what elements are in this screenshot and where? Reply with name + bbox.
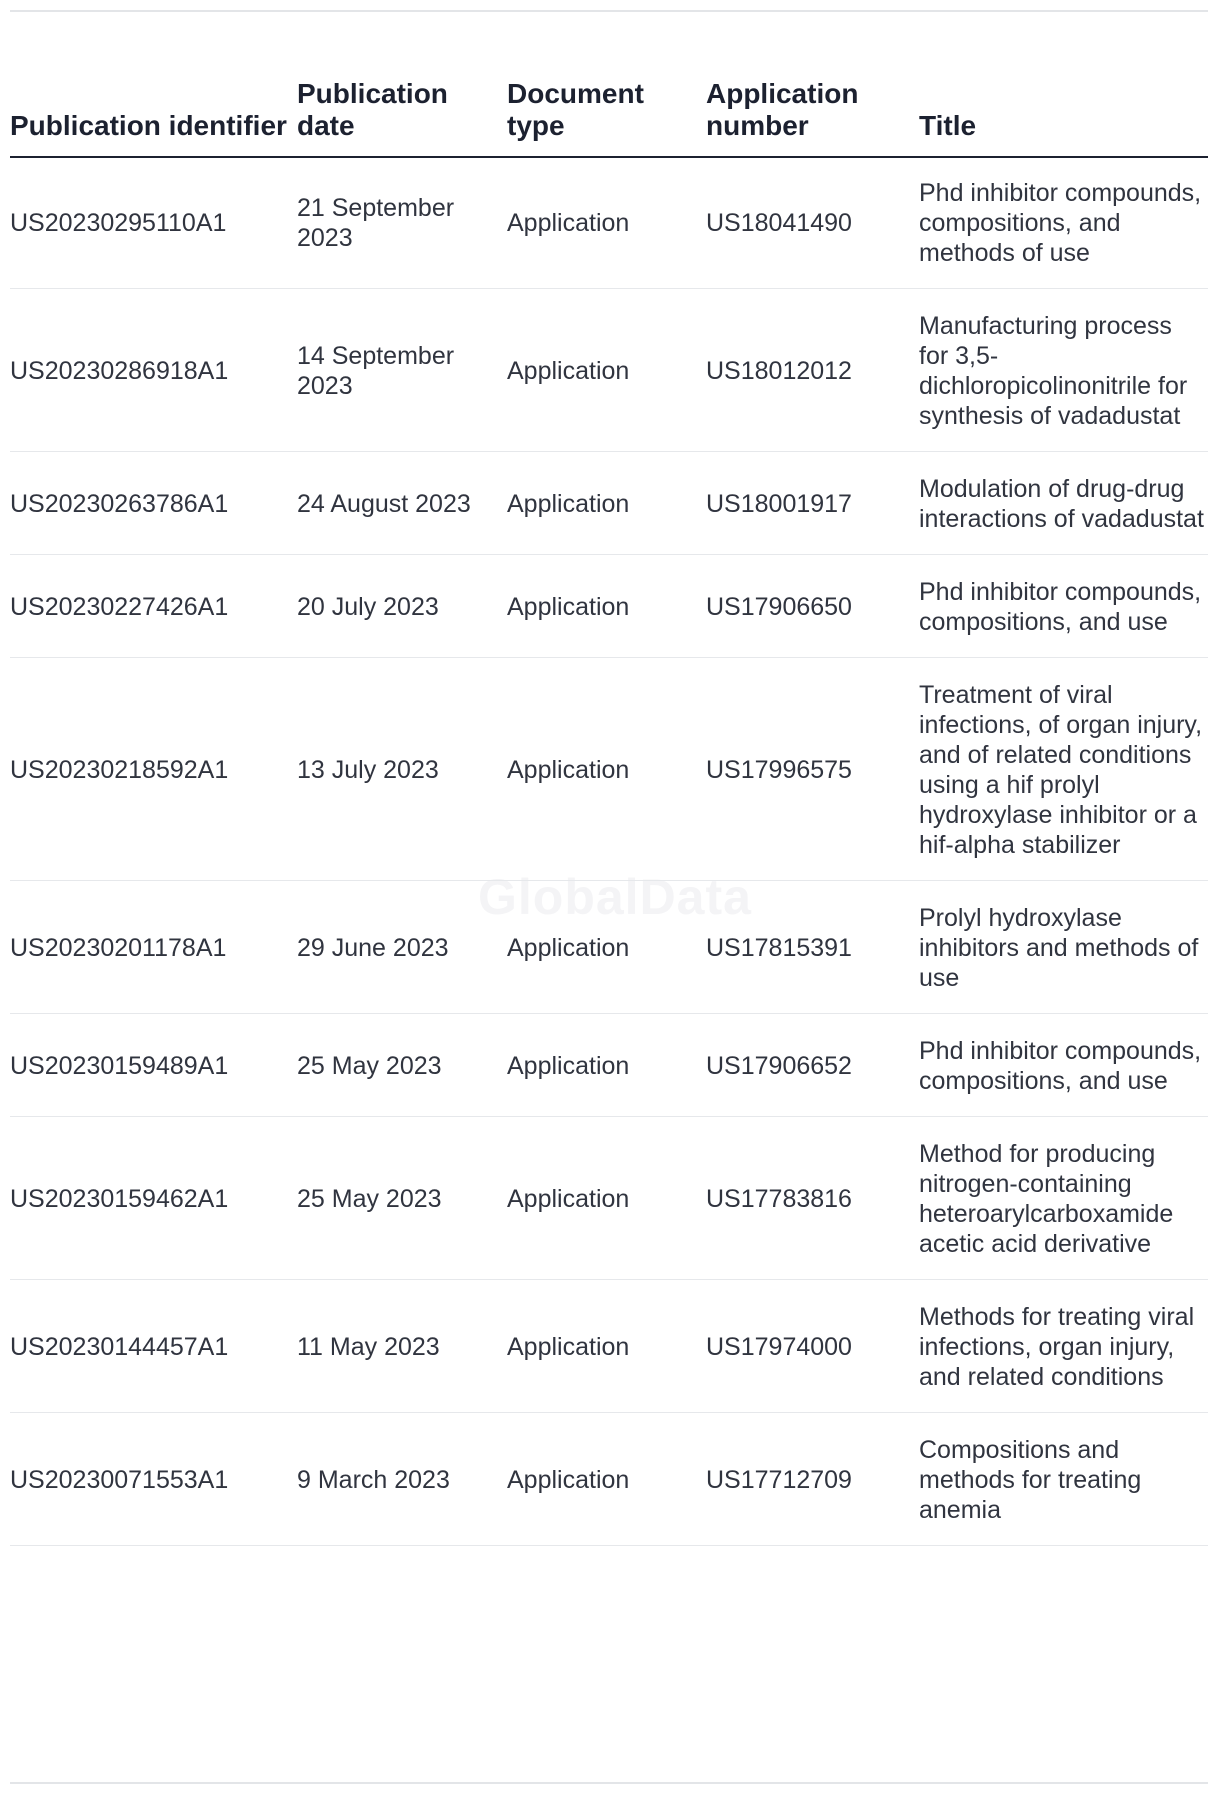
cell-publication-identifier: US20230201178A1	[10, 881, 297, 1014]
watermark-logo: GlobalData	[478, 869, 752, 925]
cell-application-number: US17712709	[706, 1413, 919, 1546]
cell-publication-date: 29 June 2023	[297, 881, 507, 1014]
cell-title: Prolyl hydroxylase inhibitors and methods of use	[919, 881, 1208, 1014]
cell-application-number: US17906650	[706, 555, 919, 658]
cell-document-type: Application	[507, 1413, 706, 1546]
cell-document-type: Application	[507, 289, 706, 452]
cell-application-number: US17783816	[706, 1117, 919, 1280]
table-row	[10, 658, 1208, 881]
cell-title: Methods for treating viral infections, organ injury, and related conditions	[919, 1280, 1208, 1413]
cell-title: Compositions and methods for treating anemia	[919, 1413, 1208, 1546]
table-body	[10, 157, 1208, 1546]
cell-document-type: Application	[507, 157, 706, 289]
bottom-divider	[10, 1782, 1208, 1784]
patent-publications-table	[10, 78, 1208, 1546]
header-publication-date: Publication date	[297, 78, 507, 157]
cell-application-number: US17996575	[706, 658, 919, 881]
table-header	[10, 78, 1208, 157]
cell-publication-date: 25 May 2023	[297, 1117, 507, 1280]
table-row	[10, 555, 1208, 658]
cell-publication-identifier: US20230295110A1	[10, 157, 297, 289]
cell-publication-date: 21 September 2023	[297, 157, 507, 289]
header-publication-identifier: Publication identifier	[10, 78, 297, 157]
header-row	[10, 78, 1208, 157]
cell-document-type: Application	[507, 881, 706, 1014]
cell-publication-date: 14 September 2023	[297, 289, 507, 452]
cell-application-number: US18041490	[706, 157, 919, 289]
table-row	[10, 1014, 1208, 1117]
cell-publication-identifier: US20230227426A1	[10, 555, 297, 658]
cell-application-number: US18001917	[706, 452, 919, 555]
cell-document-type: Application	[507, 658, 706, 881]
cell-publication-identifier: US20230144457A1	[10, 1280, 297, 1413]
cell-document-type: Application	[507, 555, 706, 658]
cell-application-number: US17974000	[706, 1280, 919, 1413]
cell-title: Phd inhibitor compounds, compositions, and methods of use	[919, 157, 1208, 289]
cell-application-number: US17815391	[706, 881, 919, 1014]
cell-publication-date: 9 March 2023	[297, 1413, 507, 1546]
table-row	[10, 1413, 1208, 1546]
header-application-number: Application number	[706, 78, 919, 157]
table-row	[10, 157, 1208, 289]
cell-publication-date: 25 May 2023	[297, 1014, 507, 1117]
cell-application-number: US17906652	[706, 1014, 919, 1117]
cell-publication-date: 24 August 2023	[297, 452, 507, 555]
table-row	[10, 1280, 1208, 1413]
cell-publication-identifier: US20230286918A1	[10, 289, 297, 452]
cell-publication-identifier: US20230071553A1	[10, 1413, 297, 1546]
cell-document-type: Application	[507, 452, 706, 555]
table-row	[10, 881, 1208, 1014]
cell-title: Treatment of viral infections, of organ injury, and of related conditions using a hif prolyl hydroxylase inhibitor or a hif-alpha stabilizer	[919, 658, 1208, 881]
cell-title: Manufacturing process for 3,5-dichloropicolinonitrile for synthesis of vadadustat	[919, 289, 1208, 452]
cell-publication-identifier: US20230159489A1	[10, 1014, 297, 1117]
cell-document-type: Application	[507, 1014, 706, 1117]
cell-document-type: Application	[507, 1117, 706, 1280]
cell-publication-date: 11 May 2023	[297, 1280, 507, 1413]
header-title: Title	[919, 78, 1208, 157]
cell-application-number: US18012012	[706, 289, 919, 452]
cell-publication-identifier: US20230159462A1	[10, 1117, 297, 1280]
table-row	[10, 289, 1208, 452]
cell-publication-date: 13 July 2023	[297, 658, 507, 881]
cell-publication-identifier: US20230263786A1	[10, 452, 297, 555]
table-row	[10, 452, 1208, 555]
cell-title: Modulation of drug-drug interactions of vadadustat	[919, 452, 1208, 555]
cell-title: Method for producing nitrogen-containing heteroarylcarboxamide acetic acid derivative	[919, 1117, 1208, 1280]
cell-publication-identifier: US20230218592A1	[10, 658, 297, 881]
header-document-type: Document type	[507, 78, 706, 157]
top-divider	[10, 10, 1208, 12]
cell-title: Phd inhibitor compounds, compositions, and use	[919, 1014, 1208, 1117]
cell-document-type: Application	[507, 1280, 706, 1413]
table-row	[10, 1117, 1208, 1280]
cell-title: Phd inhibitor compounds, compositions, and use	[919, 555, 1208, 658]
cell-publication-date: 20 July 2023	[297, 555, 507, 658]
